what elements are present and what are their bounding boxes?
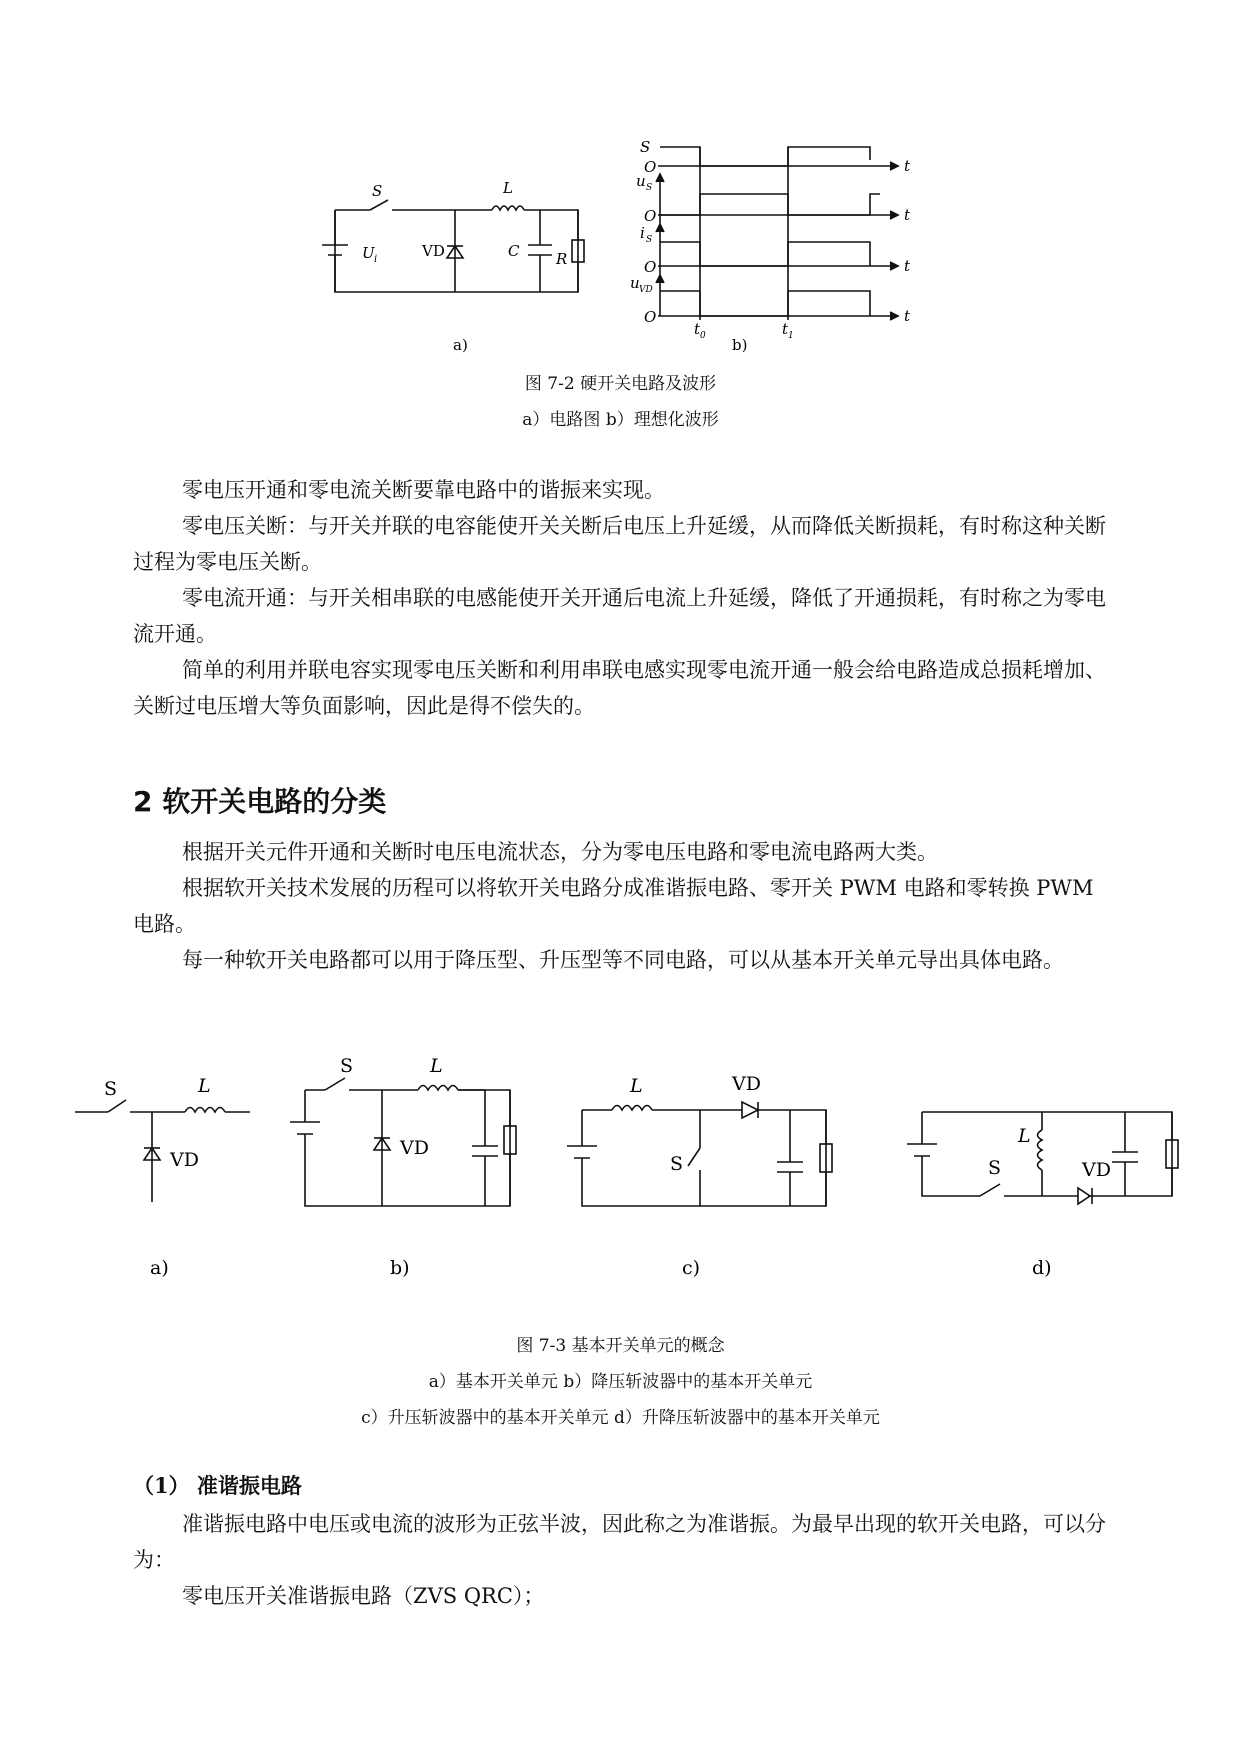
subfig-b-label: b) — [732, 336, 748, 354]
circuit-label-ui: U — [362, 244, 375, 262]
wave-label-is: i — [640, 224, 645, 242]
wave-label-uvd-sub: VD — [639, 285, 653, 295]
cell-b-label-l: L — [430, 1055, 443, 1077]
cell-d-label-vd: VD — [1082, 1159, 1111, 1181]
body-text-block-2 — [133, 834, 1113, 978]
wave-label-o4: O — [644, 308, 657, 326]
paragraph: 准谐振电路中电压或电流的波形为正弦半波，因此称之为准谐振。为最早出现的软开关电路，可以分为： — [133, 1512, 1106, 1572]
figure-7-3-subcaption-2: c）升压斩波器中的基本开关单元 d）升降压斩波器中的基本开关单元 — [361, 1408, 880, 1428]
ideal-waveforms — [656, 147, 898, 320]
cell-a-label-l: L — [198, 1075, 211, 1097]
wave-label-o2: O — [644, 207, 657, 225]
subfig-c-label: c) — [682, 1257, 701, 1279]
paragraph: 根据开关元件开通和关断时电压电流状态，分为零电压电路和零电流电路两大类。 — [182, 840, 938, 864]
cell-d-label-l: L — [1018, 1125, 1031, 1147]
paragraph: 零电流开通：与开关相串联的电感能使开关开通后电流上升延缓，降低了开通损耗，有时称之为零电流开通。 — [133, 586, 1106, 646]
cell-d — [907, 1112, 1178, 1204]
body-text-block-3 — [133, 1506, 1113, 1614]
cell-c-label-l: L — [630, 1075, 643, 1097]
subfig-d-label: d) — [1032, 1257, 1052, 1279]
figure-7-3 — [0, 1050, 1241, 1290]
figure-7-3-subcaption-1: a）基本开关单元 b）降压斩波器中的基本开关单元 — [428, 1372, 813, 1392]
cell-b-label-vd: VD — [400, 1137, 429, 1159]
circuit-label-r: R — [556, 250, 568, 268]
cell-c — [567, 1102, 832, 1206]
cell-c-label-s: S — [670, 1153, 684, 1175]
cell-c-label-vd: VD — [732, 1073, 761, 1095]
subfig-a-label: a) — [150, 1257, 169, 1279]
subsection-heading: （1） 准谐振电路 — [133, 1473, 302, 1498]
paragraph: 零电压关断：与开关并联的电容能使开关关断后电压上升延缓，从而降低关断损耗，有时称这种关断过程为零电压关断。 — [133, 514, 1106, 574]
paragraph: 根据软开关技术发展的历程可以将软开关电路分成准谐振电路、零开关 PWM 电路和零转换 PWM 电路。 — [133, 876, 1094, 936]
subfig-b-label: b) — [390, 1257, 410, 1279]
wave-label-us-sub: S — [646, 183, 653, 193]
wave-label-uvd: u — [630, 274, 640, 292]
wave-label-t4: t — [904, 307, 911, 325]
cell-a-label-vd: VD — [170, 1149, 199, 1171]
section-heading: 2 软开关电路的分类 — [133, 785, 387, 818]
body-text-block-1 — [133, 472, 1113, 724]
wave-label-us: u — [636, 172, 646, 190]
figure-7-3-caption: 图 7-3 基本开关单元的概念 — [516, 1336, 725, 1356]
tick-label-t1: t — [782, 320, 789, 338]
cell-a-label-s: S — [104, 1078, 118, 1100]
cell-b-label-s: S — [340, 1055, 354, 1077]
circuit-label-c: C — [508, 242, 520, 260]
wave-label-is-sub: S — [646, 235, 653, 245]
wave-label-s: S — [640, 138, 651, 156]
circuit-label-l: L — [503, 179, 513, 197]
wave-label-o3: O — [644, 258, 657, 276]
tick-label-t0: t — [694, 320, 701, 338]
wave-label-t1: t — [904, 157, 911, 175]
wave-label-t3: t — [904, 257, 911, 275]
subfig-a-label: a) — [453, 336, 468, 354]
circuit-label-s: S — [372, 182, 383, 200]
circuit-label-vd: VD — [422, 242, 445, 260]
cell-d-label-s: S — [988, 1157, 1002, 1179]
paragraph: 零电压开关准谐振电路（ZVS QRC）； — [182, 1584, 545, 1608]
figure-7-2 — [0, 0, 1241, 370]
tick-label-t1-sub: 1 — [788, 331, 794, 341]
wave-label-t2: t — [904, 206, 911, 224]
paragraph: 每一种软开关电路都可以用于降压型、升压型等不同电路，可以从基本开关单元导出具体电路。 — [182, 948, 1064, 972]
wave-label-o1: O — [644, 158, 657, 176]
paragraph: 简单的利用并联电容实现零电压关断和利用串联电感实现零电流开通一般会给电路造成总损耗增加、关断过电压增大等负面影响，因此是得不偿失的。 — [133, 658, 1106, 718]
figure-7-2-subcaption: a）电路图 b）理想化波形 — [522, 410, 719, 430]
circuit-label-ui-sub: i — [374, 254, 378, 265]
paragraph: 零电压开通和零电流关断要靠电路中的谐振来实现。 — [182, 478, 665, 502]
tick-label-t0-sub: 0 — [700, 331, 706, 341]
figure-7-2-caption: 图 7-2 硬开关电路及波形 — [524, 374, 717, 394]
cell-a — [75, 1100, 250, 1202]
